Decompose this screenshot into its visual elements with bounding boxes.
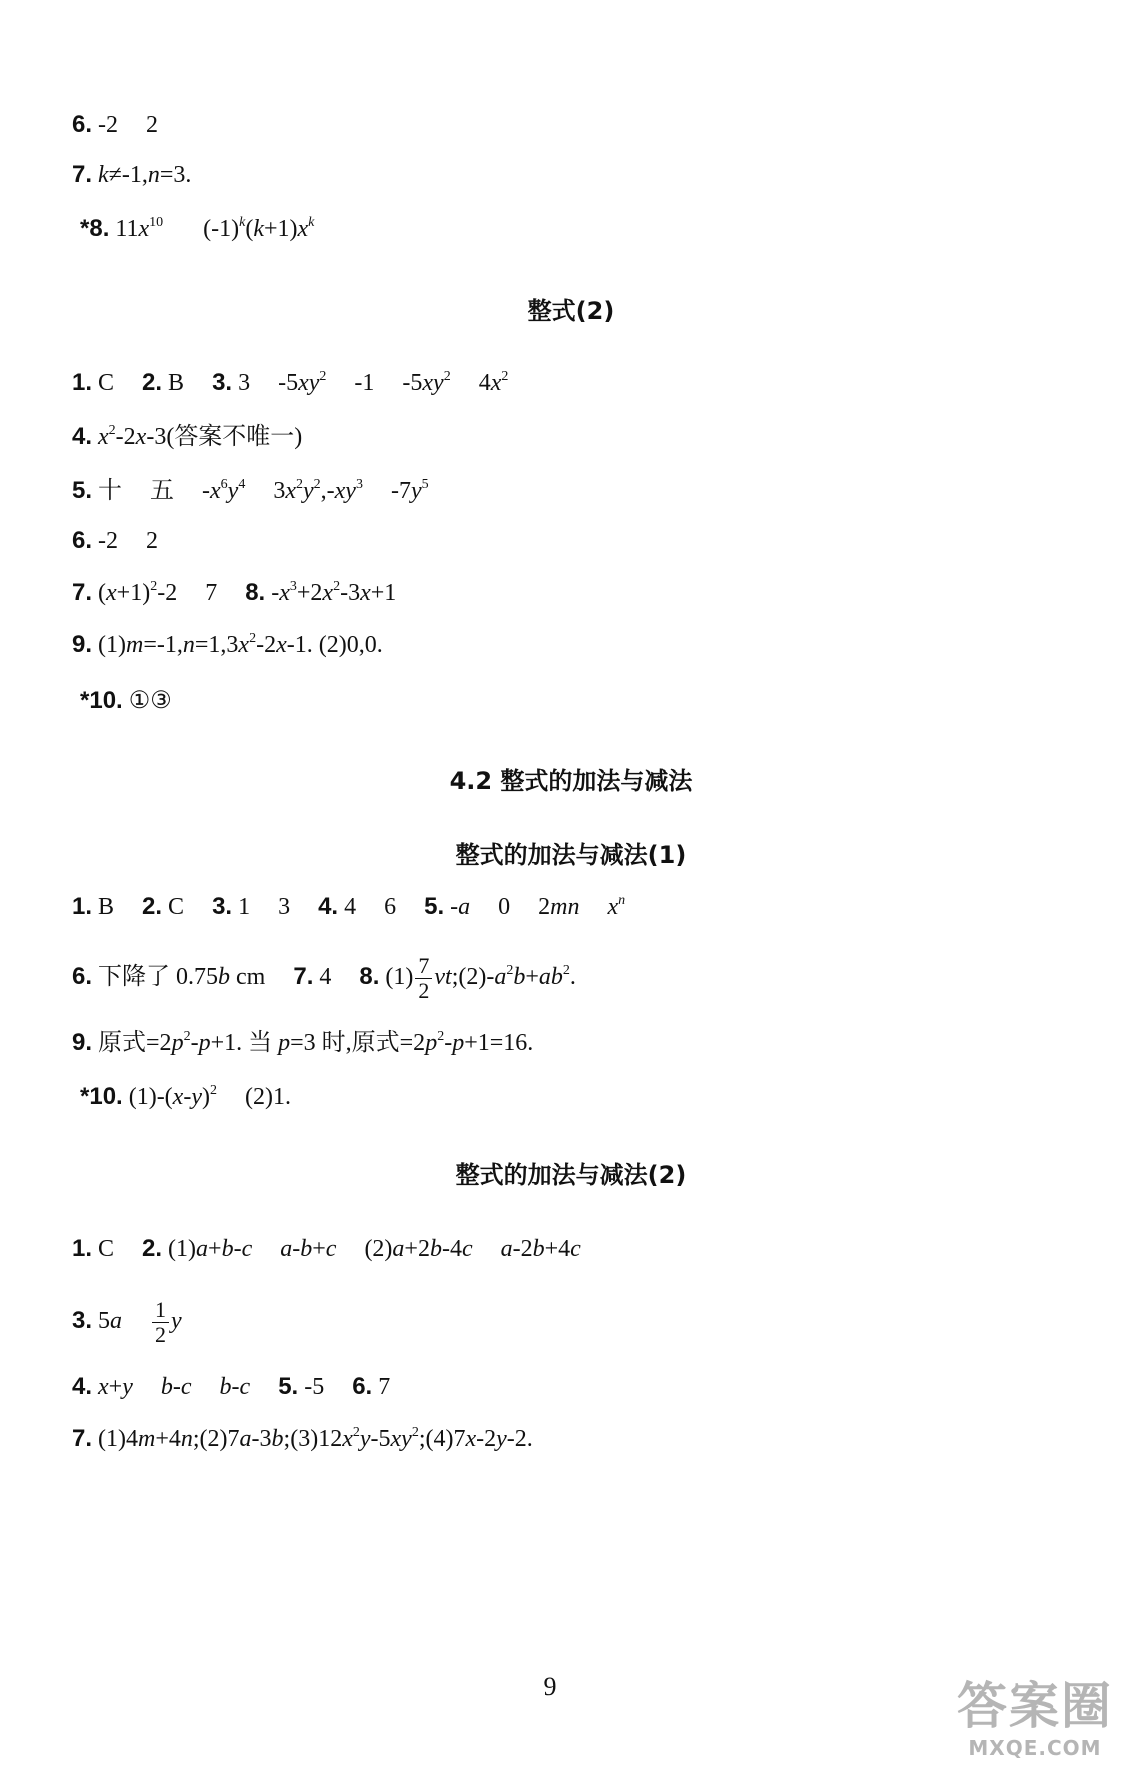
- answer-line-1-2: 1. C 2. (1)a+b-c a-b+c (2)a+2b-4c a-2b+4c: [72, 1235, 581, 1262]
- section-heading-jiafa-2: 整式的加法与减法(2): [455, 1161, 687, 1189]
- chapter-heading-4-2: 4.2 整式的加法与减法: [449, 767, 693, 795]
- answer-line-6b: 6. -2 2: [72, 527, 159, 554]
- answer-line-9b: 9. 原式$=2p^2-p+1$. 当 p=3 时,原式$=2p^2-p+1=16$.: [72, 1029, 534, 1056]
- answer-line-7: 7. k≠-1,n=3.: [72, 161, 192, 188]
- answer-line-1-5: 1. B 2. C 3. 1 3 4. 4 6 5. -a 0 2mn $x^n$: [72, 893, 626, 920]
- answer-line-4-6: 4. x+y b-c b-c 5. -5 6. 7: [72, 1373, 391, 1400]
- watermark-logo: [940, 1676, 1130, 1786]
- answer-line-6: 6. -2 2: [72, 111, 159, 138]
- fraction-7-2: $\frac{7}{2}$: [415, 954, 432, 1003]
- section-heading-zhengshi-2: 整式(2): [527, 297, 615, 325]
- answer-line-4: 4. $x^2-2x-3$(答案不唯一): [72, 423, 303, 450]
- answer-line-6-8: 6. 下降了 0.75b cm 7. 4 8. (1) $\frac{7}{2}$ $vt;(2)-a^2b+ab^2$.: [72, 953, 576, 1003]
- answer-line-7-8: 7. $(x+1)^2-2$ 7 8. $-x^3+2x^2-3x+1$: [72, 579, 397, 606]
- answer-line-3: 3. 5a $\frac{1}{2}$ y: [72, 1297, 182, 1347]
- answer-line-7b: 7. $(1)4m+4n;(2)7a-3b;(3)12x^2y-5xy^2;(4)7x-2y-2$.: [72, 1425, 533, 1452]
- answer-line-1-3: 1. C 2. B 3. 3 $-5xy^2$ -1 $-5xy^2$ $4x^2$: [72, 369, 509, 396]
- section-heading-jiafa-1: 整式的加法与减法(1): [455, 841, 687, 869]
- answer-line-9: 9. $(1)m=-1,n=1,3x^2-2x-1$. (2)0,0.: [72, 631, 383, 658]
- watermark-text: 答案圈: [957, 1677, 1113, 1735]
- fraction-1-2: $\frac{1}{2}$: [152, 1298, 169, 1347]
- answer-line-8: *8. $11x^{10}$ $(-1)^k(k+1)x^k$: [80, 215, 315, 242]
- answer-line-5: 5. 十 五 $-x^6y^4$ $3x^2y^2,-xy^3$ $-7y^5$: [72, 477, 429, 504]
- answer-line-10: *10. ①③: [80, 687, 172, 714]
- watermark-url: MXQE.COM: [968, 1736, 1102, 1760]
- answer-line-10b: *10. $(1)-(x-y)^2$ (2)1.: [80, 1083, 291, 1110]
- page-number: 9: [543, 1672, 557, 1701]
